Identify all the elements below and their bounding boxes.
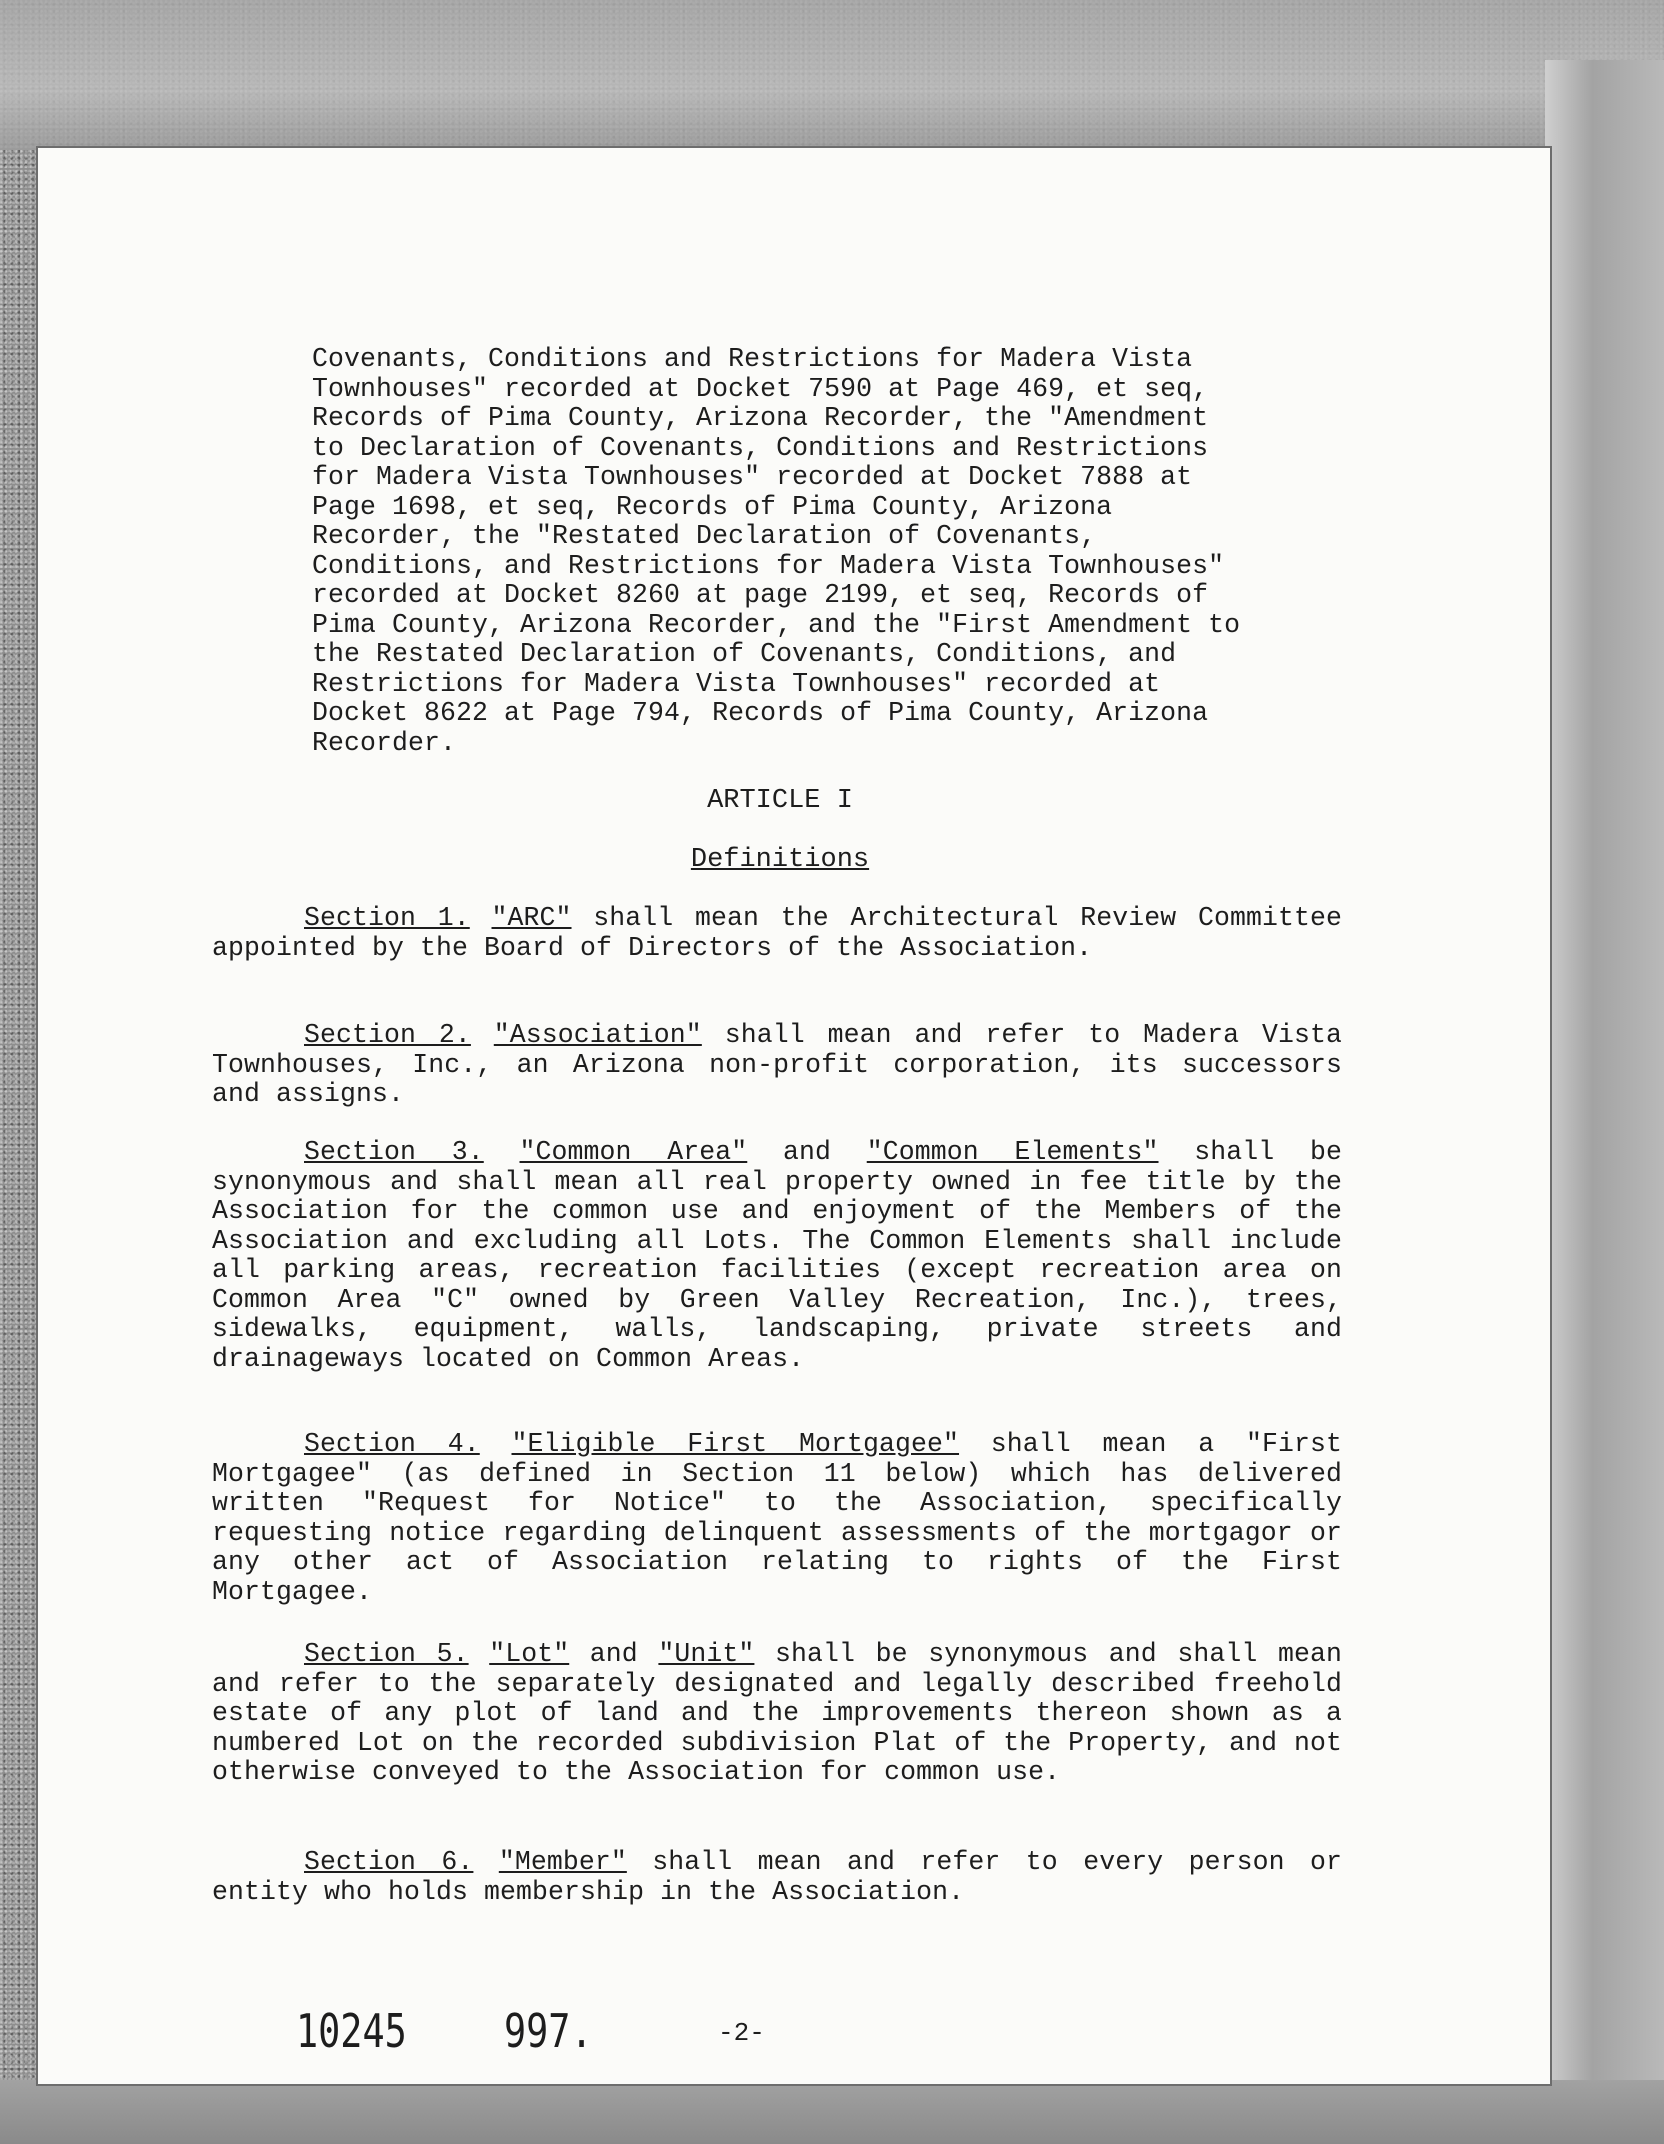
section-connector: and bbox=[747, 1137, 867, 1167]
page-number: -2- bbox=[718, 2018, 765, 2048]
section-5 bbox=[212, 1640, 1342, 1788]
section-3 bbox=[212, 1138, 1342, 1374]
defined-term: "Member" bbox=[498, 1847, 627, 1877]
docket-stamp: 10245 bbox=[296, 2004, 407, 2058]
section-connector: and bbox=[569, 1639, 659, 1669]
section-text: shall mean and refer to Madera Vista Townhouses, Inc., an Arizona non-profit corporation, its successors and assigns. bbox=[212, 1020, 1342, 1109]
section-2 bbox=[212, 1021, 1342, 1110]
section-label: Section 1. bbox=[304, 903, 470, 933]
section-label: Section 3. bbox=[304, 1137, 484, 1167]
defined-term-2: "Common Elements" bbox=[866, 1137, 1159, 1167]
section-text: shall be synonymous and shall mean all real property owned in fee title by the Association for the common use and enjoyment of the Members of the Association and excluding all Lots. The Common Elements shall include all parking areas, recreation facilities (except recreation area on Common Area "C" owned by Green Valley Recreation, Inc.), trees, sidewalks, equipment, walls, landscaping, private streets and drainageways located on Common Areas. bbox=[212, 1137, 1342, 1374]
defined-term: "Lot" bbox=[489, 1639, 570, 1669]
section-label: Section 5. bbox=[304, 1639, 469, 1669]
section-text: shall mean and refer to every person or entity who holds membership in the Association. bbox=[212, 1847, 1342, 1907]
article-title: Definitions bbox=[690, 845, 870, 875]
section-text: shall be synonymous and shall mean and refer to the separately designated and legally described freehold estate of any plot of land and the improvements thereon shown as a numbered Lot on the recorded subdivision Plat of the Property, and not otherwise conveyed to the Association for common use. bbox=[212, 1639, 1342, 1787]
intro-paragraph: Covenants, Conditions and Restrictions for Madera Vista Townhouses" recorded at Docket 7590 at Page 469, et seq, Records of Pima County, Arizona Recorder, the "Amendment to Declaration of Covenants, Conditions and Restrictions for Madera Vista Townhouses" recorded at Docket 7888 at Page 1698, et seq, Records of Pima County, Arizona Recorder, the "Restated Declaration of Covenants, Conditions, and Restrictions for Madera Vista Townhouses" recorded at Docket 8260 at page 2199, et seq, Records of Pima County, Arizona Recorder, and the "First Amendment to the Restated Declaration of Covenants, Conditions, and Restrictions for Madera Vista Townhouses" recorded at Docket 8622 at Page 794, Records of Pima County, Arizona Recorder. bbox=[312, 344, 1241, 758]
defined-term: "Common Area" bbox=[519, 1137, 748, 1167]
scan-top-shadow bbox=[0, 0, 1664, 150]
section-label: Section 2. bbox=[304, 1020, 471, 1050]
page-stamp: 997. bbox=[504, 2004, 593, 2058]
section-text: shall mean a "First Mortgagee" (as defined in Section 11 below) which has delivered written "Request for Notice" to the Association, specifically requesting notice regarding delinquent assessments of the mortgagor or any other act of Association relating to rights of the First Mortgagee. bbox=[212, 1429, 1342, 1607]
defined-term: "ARC" bbox=[491, 903, 572, 933]
section-text: shall mean the Architectural Review Committee appointed by the Board of Directors of the Association. bbox=[212, 903, 1342, 963]
scan-bottom-shadow bbox=[0, 2080, 1664, 2144]
defined-term: "Eligible First Mortgagee" bbox=[511, 1429, 960, 1459]
defined-term-2: "Unit" bbox=[658, 1639, 755, 1669]
section-4 bbox=[212, 1430, 1342, 1607]
scan-right-shadow bbox=[1545, 60, 1664, 2144]
section-label: Section 4. bbox=[304, 1429, 480, 1459]
article-heading: ARTICLE I bbox=[707, 786, 853, 816]
section-1 bbox=[212, 904, 1342, 963]
defined-term: "Association" bbox=[493, 1020, 702, 1050]
section-label: Section 6. bbox=[304, 1847, 474, 1877]
section-6 bbox=[212, 1848, 1342, 1907]
